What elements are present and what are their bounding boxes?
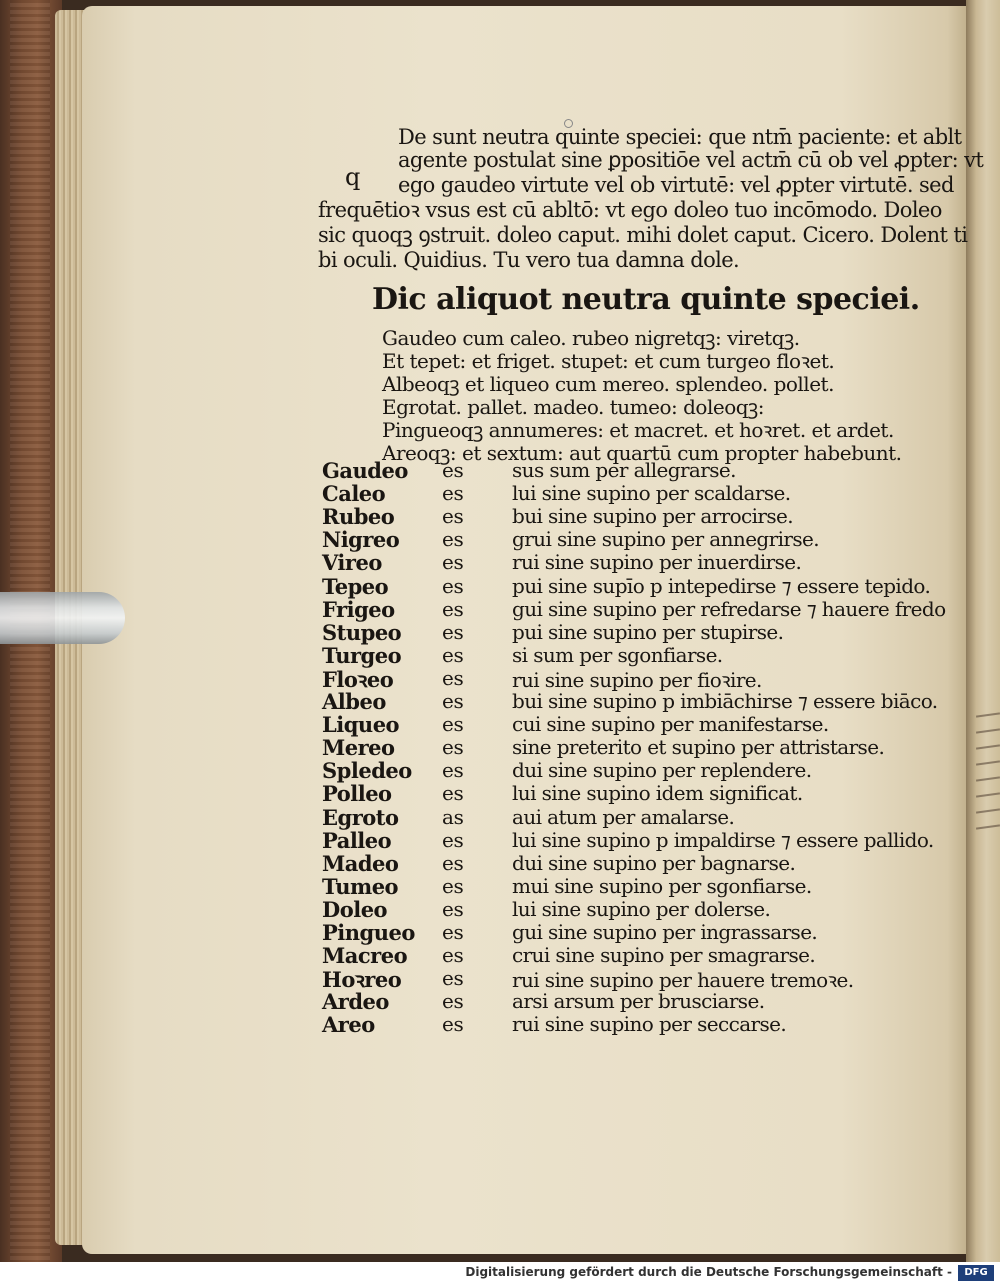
ending-cell: es	[442, 920, 464, 944]
table-row	[0, 897, 1000, 921]
gloss-cell: gui sine supino per ingrassarse.	[512, 920, 818, 944]
gloss-cell: rui sine supino per hauere tremoꝛe.	[512, 968, 854, 992]
verse-line: Egrotat. pallet. madeo. tumeo: doleoqꝫ:	[382, 395, 764, 419]
gloss-cell: dui sine supino per bagnarse.	[512, 851, 796, 875]
verb-cell: Frigeo	[322, 597, 395, 622]
gloss-cell: lui sine supino p impaldirse ⁊ essere pallido.	[512, 828, 934, 852]
ending-cell: es	[442, 689, 464, 713]
verb-cell: Liqueo	[322, 712, 400, 737]
gloss-cell: rui sine supino per seccarse.	[512, 1012, 787, 1036]
ending-cell: es	[442, 458, 464, 482]
verb-cell: Vireo	[322, 550, 382, 575]
ending-cell: es	[442, 574, 464, 598]
ending-cell: es	[442, 828, 464, 852]
table-row	[0, 620, 1000, 644]
gloss-cell: gui sine supino per refredarse ⁊ hauere fredo	[512, 597, 946, 621]
verb-cell: Stupeo	[322, 620, 402, 645]
table-row	[0, 643, 1000, 667]
verb-cell: Palleo	[322, 828, 392, 853]
ending-cell: es	[442, 643, 464, 667]
table-row	[0, 481, 1000, 505]
table-row	[0, 550, 1000, 574]
table-row	[0, 805, 1000, 829]
verb-cell: Mereo	[322, 735, 395, 760]
gloss-cell: cui sine supino per manifestarse.	[512, 712, 829, 736]
ending-cell: es	[442, 527, 464, 551]
ending-cell: es	[442, 989, 464, 1013]
ending-cell: es	[442, 781, 464, 805]
verse-line: Et tepet: et friget. stupet: et cum turgeo floꝛet.	[382, 349, 835, 373]
dfg-logo: DFG	[958, 1265, 994, 1281]
gloss-cell: dui sine supino per replendere.	[512, 758, 812, 782]
gloss-cell: mui sine supino per sgonfiarse.	[512, 874, 812, 898]
gloss-cell: aui atum per amalarse.	[512, 805, 735, 829]
ending-cell: es	[442, 597, 464, 621]
intro-line: bi oculi. Quidius. Tu vero tua damna dole.	[318, 248, 740, 272]
verb-cell: Egroto	[322, 805, 399, 830]
table-row	[0, 504, 1000, 528]
verb-cell: Areo	[322, 1012, 375, 1037]
table-row	[0, 597, 1000, 621]
verse-line: Albeoqꝫ et liqueo cum mereo. splendeo. pollet.	[382, 372, 834, 396]
gloss-cell: sine preterito et supino per attristarse.	[512, 735, 885, 759]
verb-cell: Ardeo	[322, 989, 389, 1014]
table-row	[0, 735, 1000, 759]
ending-cell: es	[442, 481, 464, 505]
ending-cell: es	[442, 943, 464, 967]
gloss-cell: sus sum per allegrarse.	[512, 458, 736, 482]
verb-cell: Spledeo	[322, 758, 412, 783]
table-row	[0, 574, 1000, 598]
verb-cell: Doleo	[322, 897, 388, 922]
ending-cell: es	[442, 712, 464, 736]
table-row	[0, 966, 1000, 990]
gloss-cell: pui sine supino per stupirse.	[512, 620, 784, 644]
table-row	[0, 781, 1000, 805]
gloss-cell: si sum per sgonfiarse.	[512, 643, 723, 667]
table-row	[0, 851, 1000, 875]
table-row	[0, 943, 1000, 967]
ending-cell: es	[442, 620, 464, 644]
table-row	[0, 666, 1000, 690]
intro-line: ego gaudeo virtute vel ob virtutē: vel ꝓpter virtutē. sed	[398, 173, 954, 197]
verb-cell: Albeo	[322, 689, 386, 714]
intro-line: frequētioꝛ vsus est cū abltō: vt ego doleo tuo incōmodo. Doleo	[318, 198, 942, 222]
intro-line: agente postulat sine ꝑpositiōe vel actm̄ cū ob vel ꝓpter: vt	[398, 148, 984, 172]
verb-cell: Rubeo	[322, 504, 395, 529]
footer-credit: Digitalisierung gefördert durch die Deutsche Forschungsgemeinschaft -	[465, 1265, 952, 1279]
table-row	[0, 874, 1000, 898]
ending-cell: es	[442, 874, 464, 898]
verb-cell: Macreo	[322, 943, 408, 968]
table-row	[0, 989, 1000, 1013]
gloss-cell: lui sine supino idem significat.	[512, 781, 803, 805]
intro-line: sic quoqꝫ ꝯstruit. doleo caput. mihi dolet caput. Cicero. Dolent ti	[318, 223, 968, 247]
verb-cell: Floꝛeo	[322, 667, 394, 692]
table-row	[0, 758, 1000, 782]
table-row	[0, 689, 1000, 713]
gloss-cell: grui sine supino per annegrirse.	[512, 527, 820, 551]
footer-bar	[0, 1262, 1000, 1285]
table-row	[0, 920, 1000, 944]
verb-cell: Caleo	[322, 481, 386, 506]
verb-cell: Polleo	[322, 781, 392, 806]
gloss-cell: arsi arsum per brusciarse.	[512, 989, 765, 1013]
ending-cell: es	[442, 550, 464, 574]
ending-cell: es	[442, 966, 464, 990]
gloss-cell: crui sine supino per smagrarse.	[512, 943, 816, 967]
verb-cell: Hoꝛreo	[322, 967, 402, 992]
gloss-cell: rui sine supino per fioꝛire.	[512, 668, 762, 692]
table-row	[0, 828, 1000, 852]
verb-cell: Turgeo	[322, 643, 402, 668]
gloss-cell: bui sine supino per arrocirse.	[512, 504, 794, 528]
gloss-cell: bui sine supino p imbiāchirse ⁊ essere biāco.	[512, 689, 938, 713]
verb-cell: Tepeo	[322, 574, 389, 599]
verb-cell: Pingueo	[322, 920, 415, 945]
gloss-cell: lui sine supino per scaldarse.	[512, 481, 791, 505]
verb-cell: Madeo	[322, 851, 399, 876]
ending-cell: es	[442, 897, 464, 921]
ending-cell: es	[442, 851, 464, 875]
verse-line: Areoqꝫ: et sextum: aut quartū cum propter habebunt.	[382, 441, 902, 465]
table-row	[0, 712, 1000, 736]
section-heading: Dic aliquot neutra quinte speciei.	[372, 282, 920, 317]
ending-cell: es	[442, 504, 464, 528]
intro-line: De sunt neutra quinte speciei: que ntm̄ paciente: et ablt	[398, 125, 962, 149]
verb-cell: Nigreo	[322, 527, 400, 552]
table-row	[0, 527, 1000, 551]
verb-cell: Gaudeo	[322, 458, 408, 483]
verse-line: Pingueoqꝫ annumeres: et macret. et hoꝛret. et ardet.	[382, 418, 894, 442]
table-row	[0, 1012, 1000, 1036]
verse-line: Gaudeo cum caleo. rubeo nigretqꝫ: viretqꝫ.	[382, 326, 800, 350]
marginal-letter: q	[345, 163, 360, 191]
gloss-cell: pui sine supīo p intepedirse ⁊ essere tepido.	[512, 574, 931, 598]
gloss-cell: rui sine supino per inuerdirse.	[512, 550, 802, 574]
ending-cell: as	[442, 805, 464, 829]
ending-cell: es	[442, 666, 464, 690]
gloss-cell: lui sine supino per dolerse.	[512, 897, 771, 921]
verb-cell: Tumeo	[322, 874, 399, 899]
table-row	[0, 458, 1000, 482]
ending-cell: es	[442, 735, 464, 759]
ending-cell: es	[442, 758, 464, 782]
ending-cell: es	[442, 1012, 464, 1036]
